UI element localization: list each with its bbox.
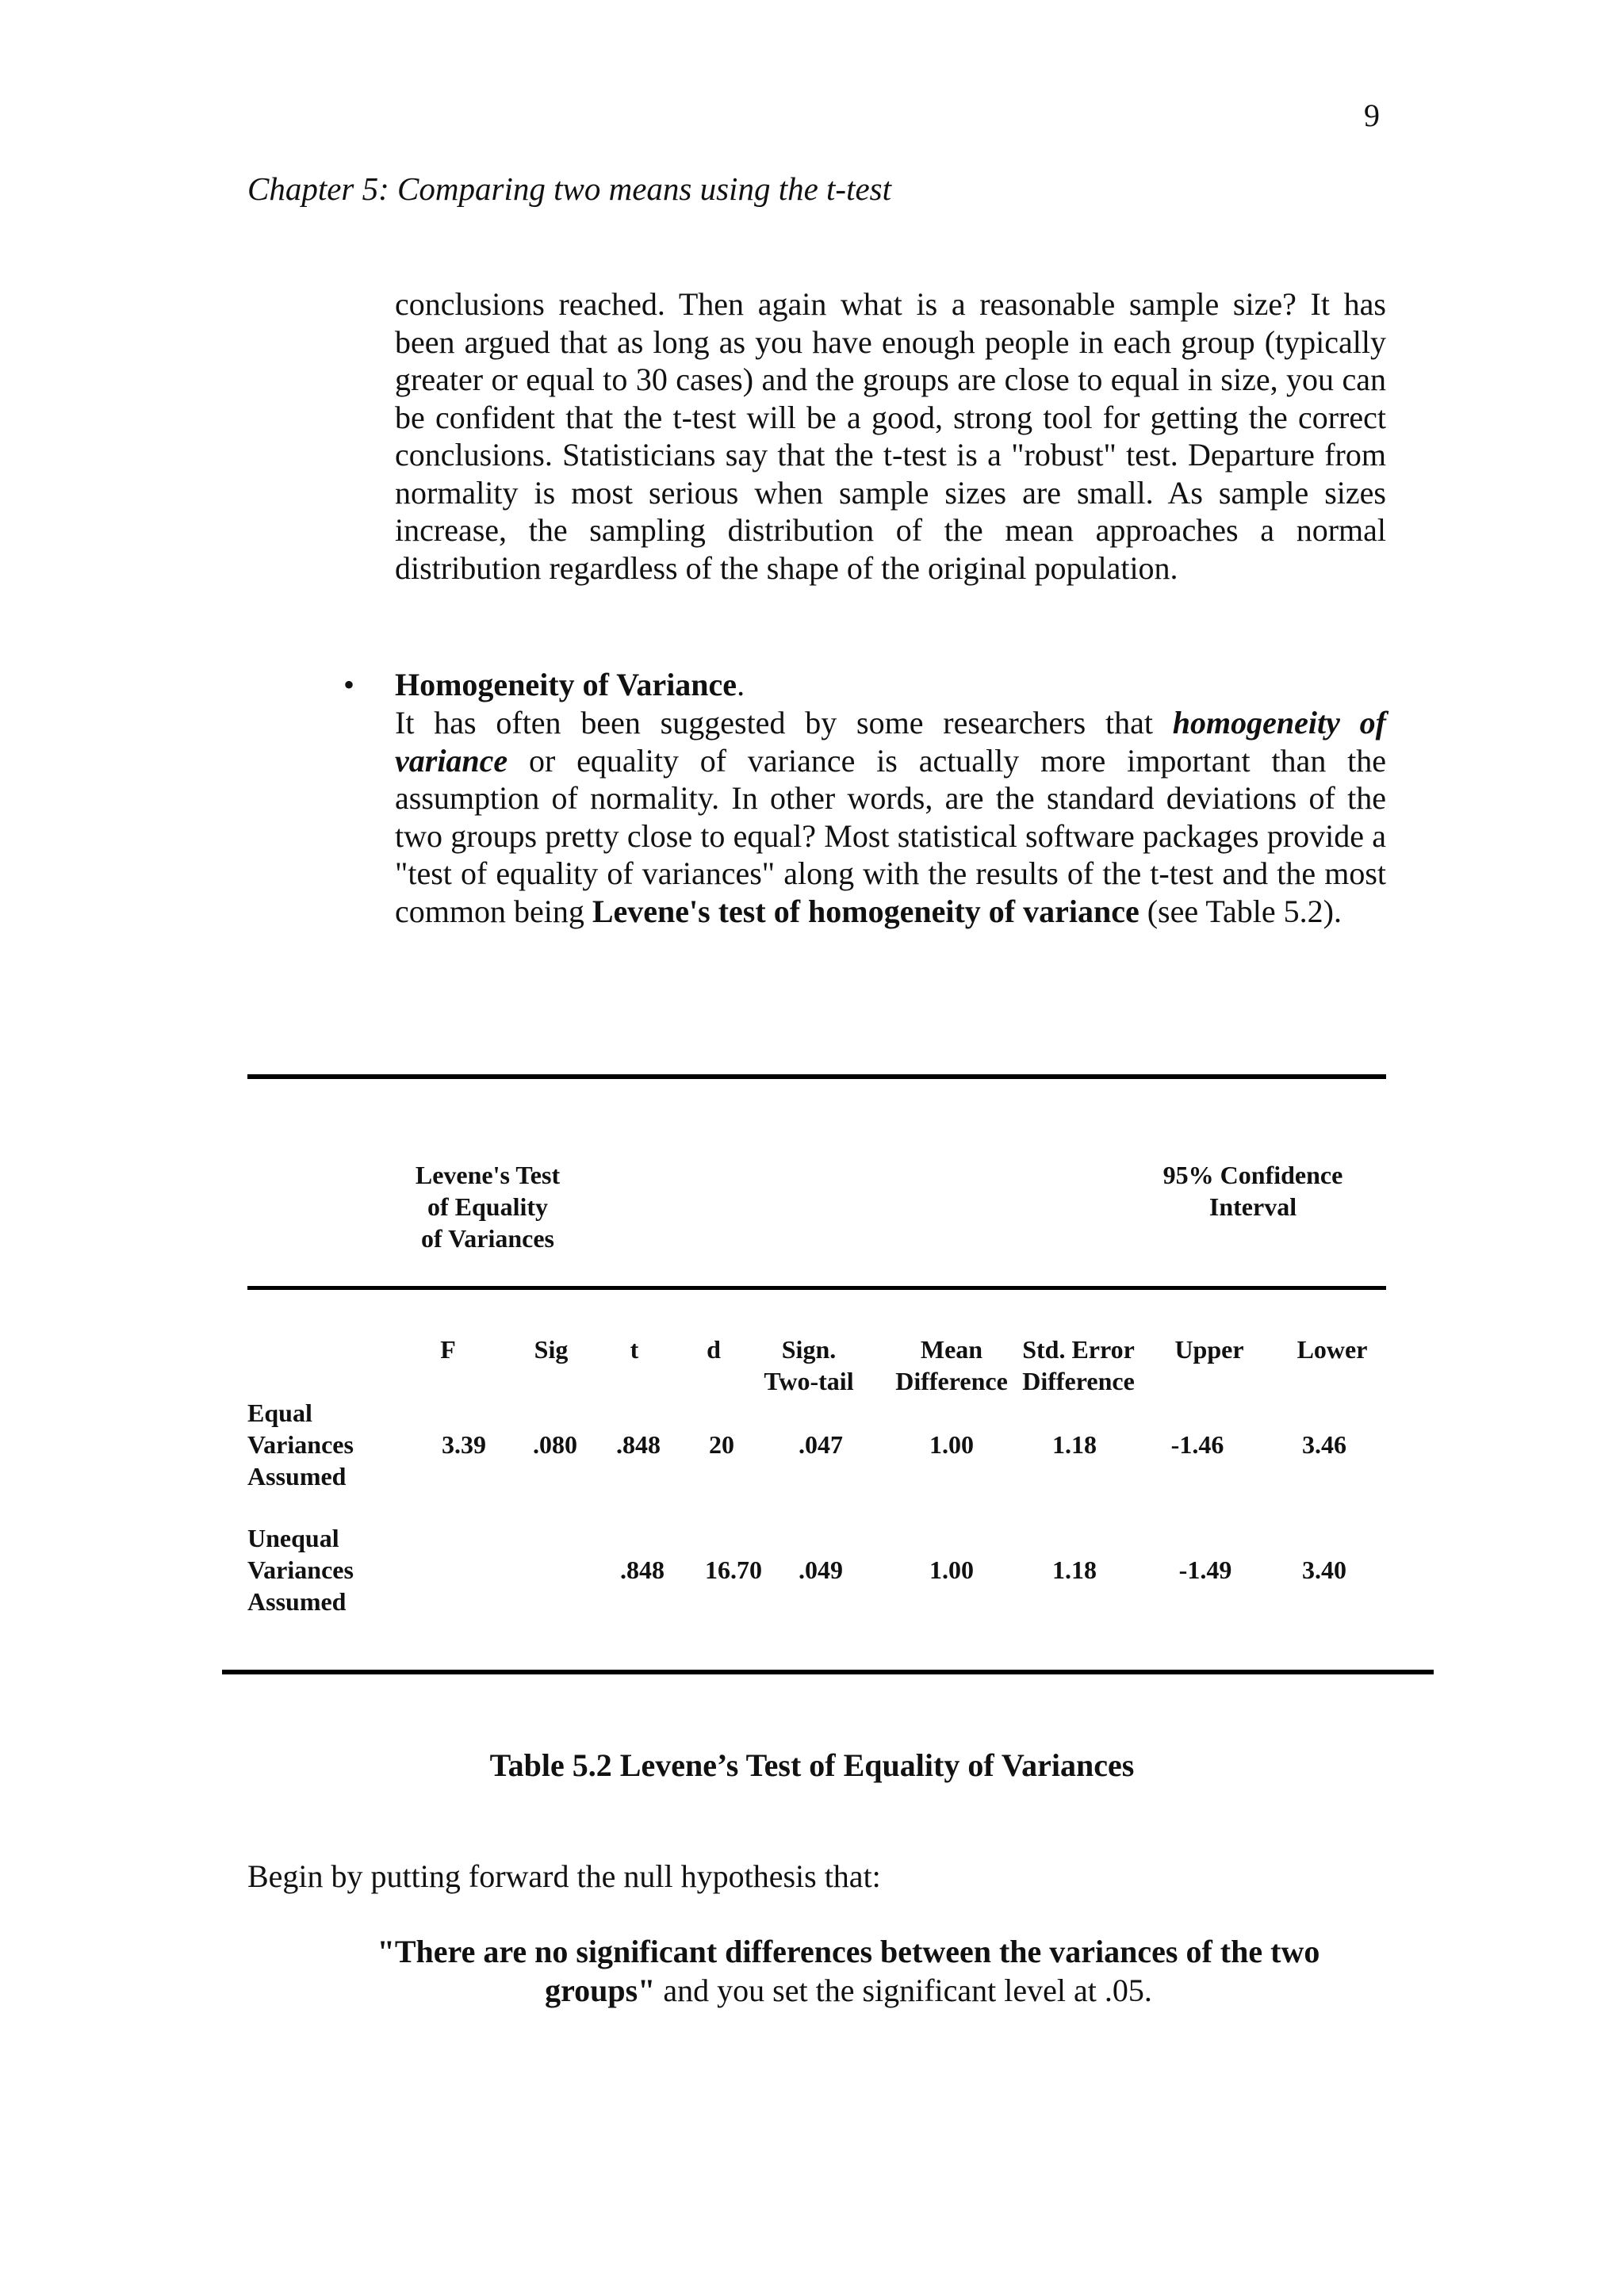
cell-equal-se: 1.18: [1052, 1430, 1097, 1459]
col-header-se-line-2: Difference: [1022, 1367, 1135, 1395]
col-header-mean-line-1: Mean: [920, 1335, 983, 1364]
levene-test-strong: Levene's test of homogeneity of variance: [592, 893, 1139, 929]
cell-unequal-sign: .049: [799, 1556, 843, 1584]
col-header-upper: Upper: [1174, 1335, 1244, 1364]
homogeneity-heading-period: .: [737, 667, 745, 702]
cell-unequal-upper: -1.49: [1178, 1556, 1232, 1584]
homogeneity-emphasis: homogeneity of variance: [395, 705, 1386, 779]
row-label-unequal: [247, 1522, 354, 1617]
cell-equal-f: 3.39: [442, 1430, 486, 1459]
levene-group-line-3: of Variances: [421, 1224, 554, 1253]
cell-unequal-lower: 3.40: [1302, 1556, 1346, 1584]
col-header-sig: Sig: [534, 1335, 569, 1364]
ci-group-header: [1130, 1159, 1376, 1223]
page-number: 9: [1364, 98, 1380, 133]
chapter-title: Chapter 5: Comparing two means using the t-test: [247, 170, 892, 207]
hypothesis-bold: "There are no significant differences between the variances of the two groups": [377, 1934, 1320, 2008]
row-label-unequal-line-1: Unequal: [247, 1524, 339, 1552]
cell-equal-t: .848: [616, 1430, 661, 1459]
row-label-unequal-line-3: Assumed: [247, 1587, 347, 1616]
row-label-equal-line-3: Assumed: [247, 1462, 347, 1490]
paragraph-sample-size: conclusions reached. Then again what is a reasonable sample size? It has been argued that as long as you have enough people in each group (typically greater or equal to 30 cases) and the groups are close to equal in size, you can be confident that the t-test will be a good, strong tool for getting the correct conclusions. Statisticians say that the t-test is a "robust" test. Departure from normality is most serious when sample sizes are small. As sample sizes increase, the sampling distribution of the mean approaches a normal distribution regardless of the shape of the original population.: [395, 286, 1386, 586]
col-header-sign: [745, 1334, 872, 1397]
cell-unequal-se: 1.18: [1052, 1556, 1097, 1584]
cell-equal-d: 20: [709, 1430, 734, 1459]
col-header-lower: Lower: [1297, 1335, 1368, 1364]
levene-group-line-2: of Equality: [427, 1192, 549, 1221]
hypothesis-rest: and you set the significant level at .05.: [655, 1973, 1152, 2008]
col-header-se-line-1: Std. Error: [1022, 1335, 1135, 1364]
cell-unequal-d: 16.70: [705, 1556, 762, 1584]
col-header-mean-line-2: Difference: [895, 1367, 1008, 1395]
cell-unequal-t: .848: [620, 1556, 665, 1584]
col-header-std-error: [1007, 1334, 1150, 1397]
cell-equal-mean: 1.00: [929, 1430, 974, 1459]
table-top-rule: [247, 1074, 1386, 1079]
row-label-unequal-line-2: Variances: [247, 1556, 354, 1584]
cell-equal-lower: 3.46: [1302, 1430, 1346, 1459]
cell-unequal-mean: 1.00: [929, 1556, 974, 1584]
col-header-t: t: [630, 1335, 639, 1364]
table-caption: Table 5.2 Levene’s Test of Equality of Variances: [489, 1747, 1135, 1783]
cell-equal-upper: -1.46: [1170, 1430, 1224, 1459]
cell-equal-sign: .047: [799, 1430, 843, 1459]
col-header-sign-line-1: Sign.: [781, 1335, 837, 1364]
paragraph-homogeneity: [395, 704, 1386, 930]
levene-group-line-1: Levene's Test: [415, 1161, 561, 1189]
levene-group-header: [381, 1159, 595, 1254]
col-header-sign-line-2: Two-tail: [764, 1367, 854, 1395]
homogeneity-text-2: or equality of variance is actually more important than the assumption of normality. In other words, are the standard deviations of the two groups pretty close to equal? Most statistical software packages provide a "test of equality of variances" along with the results of the t-test and the most common being: [395, 742, 1386, 929]
homogeneity-text-1: It has often been suggested by some researchers that: [395, 705, 1173, 740]
table-bottom-rule: [222, 1670, 1434, 1674]
bullet-point: •: [343, 667, 355, 702]
cell-equal-sig: .080: [533, 1430, 577, 1459]
homogeneity-heading: [395, 666, 745, 703]
hypothesis-statement: [333, 1932, 1364, 2010]
col-header-f: F: [440, 1335, 456, 1364]
paragraph-null-hypothesis: Begin by putting forward the null hypothesis that:: [247, 1858, 881, 1894]
col-header-d: d: [707, 1335, 721, 1364]
homogeneity-heading-text: Homogeneity of Variance: [395, 667, 737, 702]
row-label-equal-line-2: Variances: [247, 1430, 354, 1459]
row-label-equal-line-1: Equal: [247, 1399, 312, 1427]
row-label-equal: [247, 1397, 354, 1492]
ci-group-line-2: Interval: [1208, 1192, 1297, 1221]
table-header-rule: [247, 1286, 1386, 1290]
col-header-mean-diff: [880, 1334, 1023, 1397]
ci-group-line-1: 95% Confidence: [1162, 1161, 1343, 1189]
homogeneity-text-3: (see Table 5.2).: [1139, 893, 1342, 929]
